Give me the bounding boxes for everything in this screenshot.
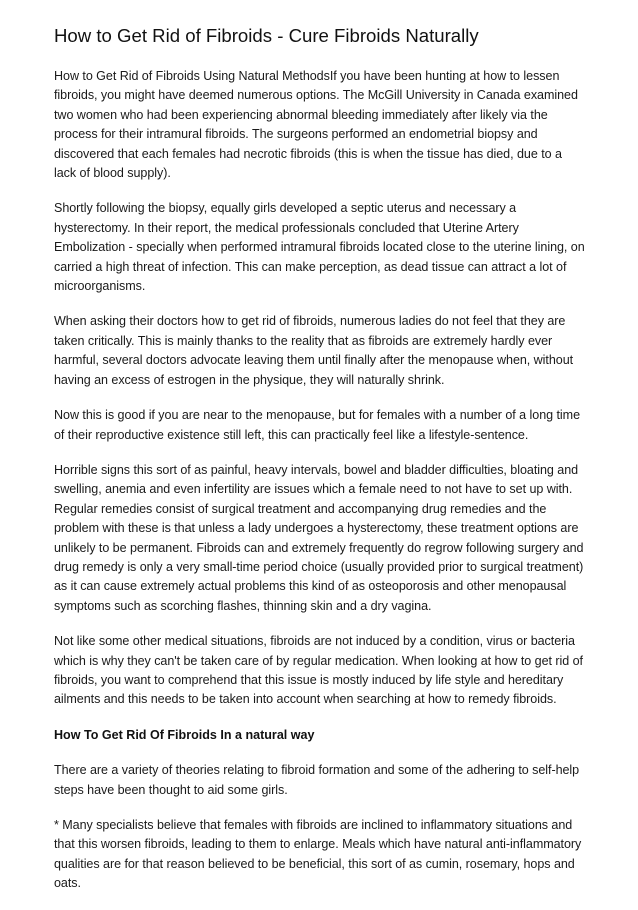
document-page <box>54 24 586 910</box>
paragraph-8: * Many specialists believe that females with fibroids are inclined to inflammatory situations and that this worsen fibroids, leading to them to enlarge. Meals which have natural anti-inflammatory qualities are for that reason believed to be beneficial, this sort of as cumin, rosemary, hops and oats. <box>54 818 582 891</box>
section-heading: How To Get Rid Of Fibroids In a natural way <box>54 727 315 742</box>
paragraph-3: When asking their doctors how to get rid of fibroids, numerous ladies do not feel that they are taken critically. This is mainly thanks to the reality that as fibroids are extremely hardly ever harmful, several doctors advocate leaving them until finally after the menopause when, without having an excess of estrogen in the physique, they will naturally shrink. <box>54 314 574 387</box>
paragraph-7: There are a variety of theories relating to fibroid formation and some of the adhering to self-help steps have been thought to aid some girls. <box>54 763 580 797</box>
paragraph-4: Now this is good if you are near to the menopause, but for females with a number of a long time of their reproductive existence still left, this can practically feel like a lifestyle-sentence. <box>54 408 580 442</box>
paragraph-1: How to Get Rid of Fibroids Using Natural MethodsIf you have been hunting at how to lessen fibroids, you might have deemed numerous options. The McGill University in Canada examined two women who had been experiencing abnormal bleeding immediately after likely via the process for their intramural fibroids. The surgeons performed an endometrial biopsy and discovered that each females had necrotic fibroids (this is when the tissue has died, due to a lack of blood supply). <box>54 69 578 181</box>
page-title: How to Get Rid of Fibroids - Cure Fibroids Naturally <box>54 25 479 46</box>
paragraph-2: Shortly following the biopsy, equally girls developed a septic uterus and necessary a hysterectomy. In their report, the medical professionals concluded that Uterine Artery Embolization - specially when performed intramural fibroids located close to the uterine lining, on carried a high threat of infection. This can make perception, as dead tissue can attract a lot of microorganisms. <box>54 201 585 294</box>
paragraph-5: Horrible signs this sort of as painful, heavy intervals, bowel and bladder difficulties, bloating and swelling, anemia and even infertility are issues which a female need to not have to set up with. Regular remedies consist of surgical treatment and accompanying drug remedies and the problem with these is that unless a lady undergoes a hysterectomy, these treatment options are unlikely to be permanent. Fibroids can and extremely frequently do regrow following surgery and drug remedy is only a very small-time period choice (usually provided prior to surgical treatment) as it can cause extremely actual problems this kind of as osteoporosis and other menopausal symptoms such as scorching flashes, thinning skin and a dry vagina. <box>54 462 584 613</box>
paragraph-6: Not like some other medical situations, fibroids are not induced by a condition, virus or bacteria which is why they can't be taken care of by regular medication. When looking at how to get rid of fibroids, you want to comprehend that this issue is mostly induced by life style and hereditary ailments and this needs to be taken into account when searching at how to remedy fibroids. <box>54 634 583 707</box>
